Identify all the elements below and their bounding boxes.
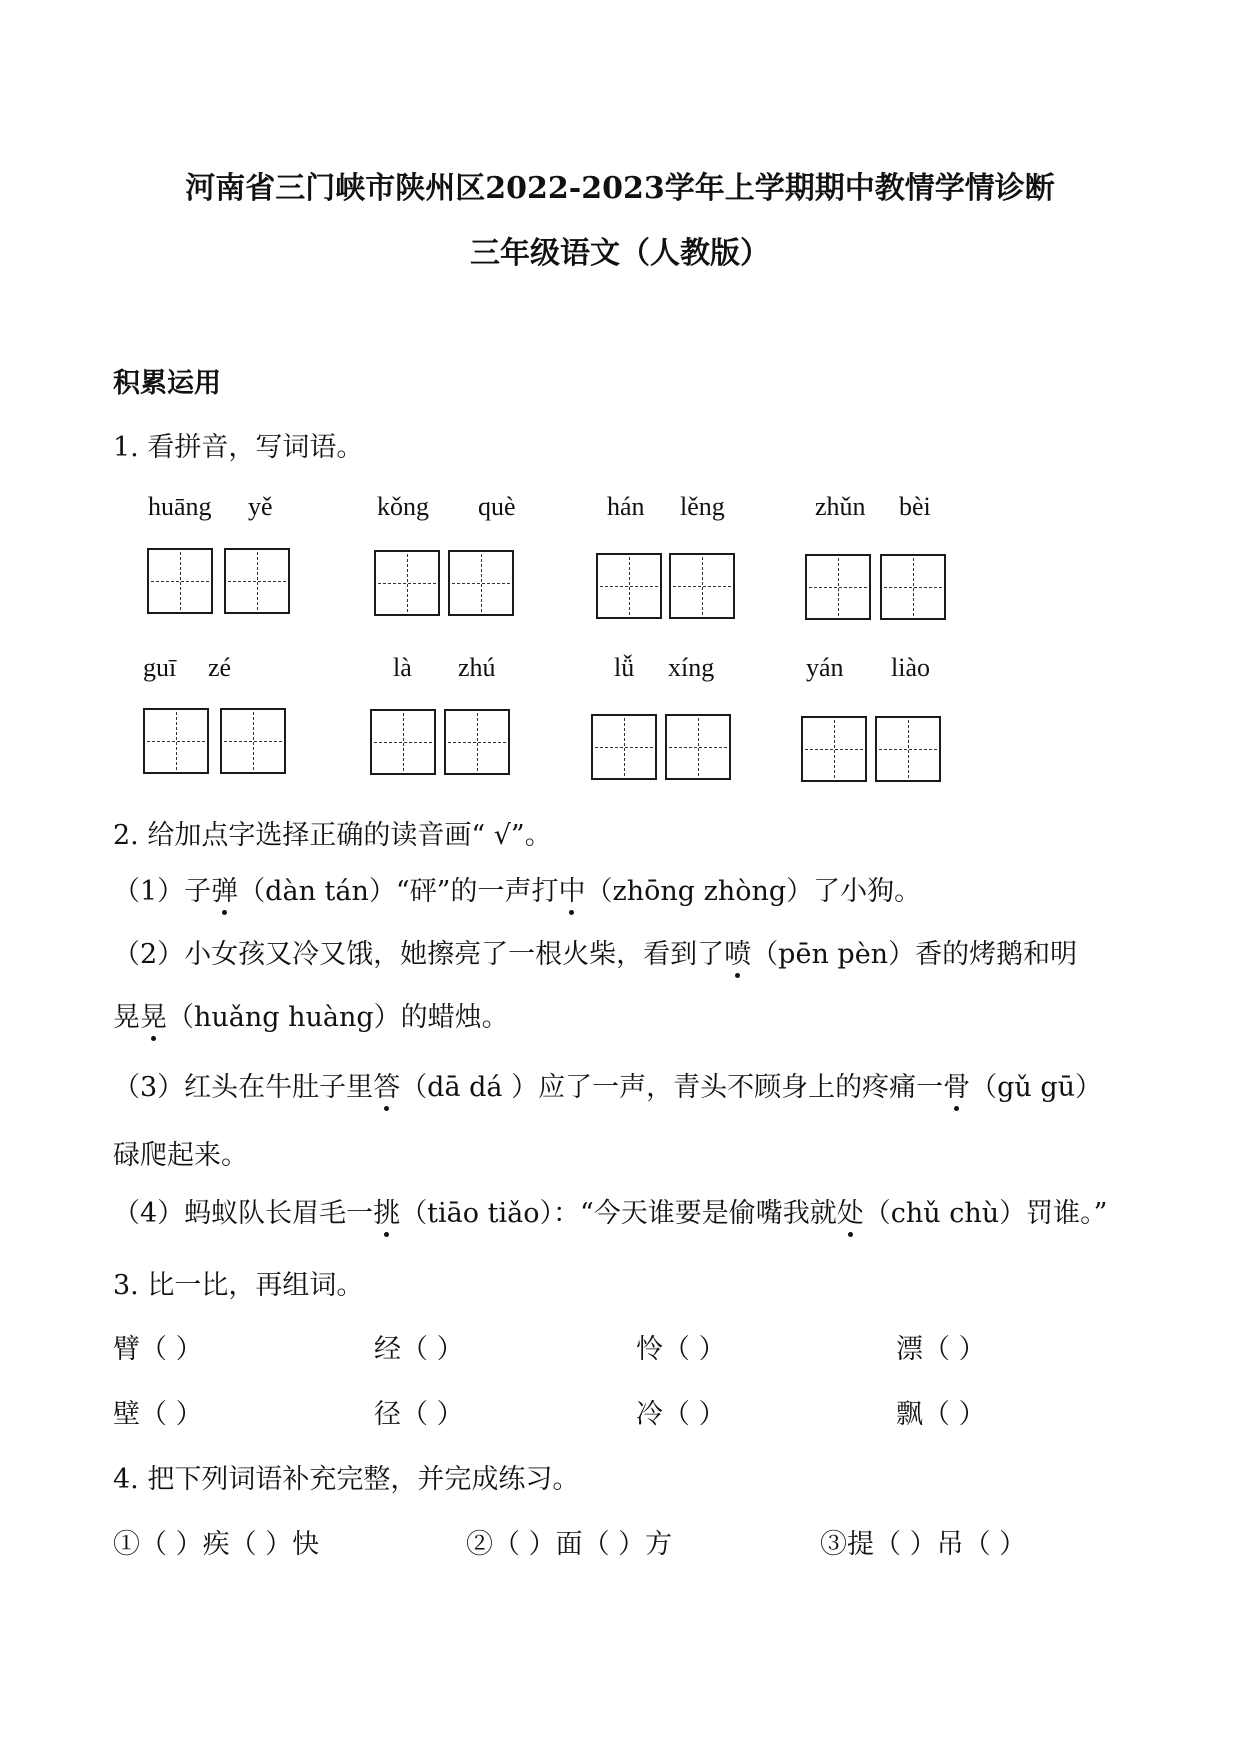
pinyin: yán — [806, 653, 844, 682]
section-heading: 积累运用 — [113, 368, 221, 399]
pinyin: huāng — [148, 492, 212, 521]
sentence-text: （2）小女孩又冷又饿，她擦亮了一根火柴，看到了 — [113, 939, 725, 970]
dotted-character: 答 — [373, 1065, 400, 1104]
sentence-text[interactable]: （tiāo tiǎo）：“今天谁要是偷嘴我就 — [400, 1198, 837, 1229]
dotted-character: 中 — [558, 869, 585, 908]
document-title: 河南省三门峡市陕州区2022-2023学年上学期期中教情学情诊断 — [185, 171, 1055, 206]
writing-box[interactable] — [591, 714, 657, 780]
sentence-text: （4）蚂蚁队长眉毛一 — [113, 1198, 374, 1229]
idiom-blank[interactable]: ②（ ）面（ ）方 — [466, 1529, 673, 1560]
pinyin: zhú — [458, 653, 496, 682]
dotted-character: 挑 — [373, 1191, 400, 1230]
writing-box[interactable] — [224, 548, 290, 614]
sentence-text[interactable]: （dā dá ）应了一声，青头不顾身上的疼痛一 — [400, 1072, 944, 1103]
dotted-character: 弹 — [211, 869, 238, 908]
pinyin: zhǔn — [815, 492, 866, 521]
word-pair-blank[interactable]: 壁（ ） — [113, 1399, 203, 1430]
question-2-item-3-continued: 碌爬起来。 — [113, 1140, 248, 1171]
question-3-prompt: 3. 比一比，再组词。 — [113, 1270, 364, 1301]
writing-box[interactable] — [805, 554, 871, 620]
question-2-item-2 — [113, 932, 1077, 971]
pinyin: kǒng — [377, 492, 429, 521]
question-4-prompt: 4. 把下列词语补充完整，并完成练习。 — [113, 1464, 580, 1495]
writing-box[interactable] — [596, 553, 662, 619]
writing-box[interactable] — [444, 709, 510, 775]
word-pair-blank[interactable]: 经（ ） — [374, 1334, 464, 1365]
writing-box[interactable] — [370, 709, 436, 775]
sentence-text[interactable]: （chǔ chù）罚谁。” — [863, 1198, 1108, 1229]
idiom-blank[interactable]: ③提（ ）吊（ ） — [820, 1529, 1027, 1560]
pinyin: xíng — [668, 653, 715, 682]
writing-box[interactable] — [880, 554, 946, 620]
writing-box[interactable] — [147, 548, 213, 614]
word-pair-blank[interactable]: 径（ ） — [374, 1399, 464, 1430]
sentence-text: （3）红头在牛肚子里 — [113, 1072, 374, 1103]
question-2-item-4 — [113, 1191, 1107, 1230]
sentence-text[interactable]: （zhōng zhòng）了小狗。 — [585, 876, 922, 907]
dotted-character: 晃 — [140, 995, 167, 1034]
writing-box[interactable] — [220, 708, 286, 774]
question-2-prompt: 2. 给加点字选择正确的读音画“ √”。 — [113, 820, 552, 851]
writing-box[interactable] — [875, 716, 941, 782]
question-2-item-2-continued — [113, 995, 509, 1034]
pinyin: yě — [248, 492, 273, 521]
sentence-text[interactable]: （gǔ gū） — [970, 1072, 1103, 1103]
writing-box[interactable] — [669, 553, 735, 619]
dotted-character: 喷 — [724, 932, 751, 971]
question-1-prompt: 1. 看拼音，写词语。 — [113, 432, 364, 463]
sentence-text: （1）子 — [113, 876, 212, 907]
pinyin: guī — [143, 653, 177, 682]
sentence-text[interactable]: （pēn pèn）香的烤鹅和明 — [751, 939, 1078, 970]
pinyin: lǚ — [614, 653, 635, 682]
idiom-blank[interactable]: ①（ ）疾（ ）快 — [113, 1529, 320, 1560]
pinyin: què — [478, 492, 516, 521]
pinyin: zé — [208, 653, 232, 682]
pinyin: hán — [607, 492, 645, 521]
sentence-text[interactable]: （huǎng huàng）的蜡烛。 — [167, 1002, 509, 1033]
word-pair-blank[interactable]: 冷（ ） — [636, 1399, 726, 1430]
pinyin: là — [393, 653, 412, 682]
writing-box[interactable] — [801, 716, 867, 782]
dotted-character: 骨 — [943, 1065, 970, 1104]
sentence-text[interactable]: （dàn tán）“砰”的一声打 — [238, 876, 559, 907]
word-pair-blank[interactable]: 飘（ ） — [896, 1399, 986, 1430]
sentence-text: 晃 — [113, 1002, 140, 1033]
writing-box[interactable] — [143, 708, 209, 774]
question-2-item-3 — [113, 1065, 1102, 1104]
pinyin: lěng — [680, 492, 725, 521]
writing-box[interactable] — [374, 550, 440, 616]
word-pair-blank[interactable]: 怜（ ） — [636, 1334, 726, 1365]
word-pair-blank[interactable]: 漂（ ） — [896, 1334, 986, 1365]
writing-box[interactable] — [665, 714, 731, 780]
word-pair-blank[interactable]: 臂（ ） — [113, 1334, 203, 1365]
writing-box[interactable] — [448, 550, 514, 616]
dotted-character: 处 — [837, 1191, 864, 1230]
question-2-item-1 — [113, 869, 921, 908]
pinyin: liào — [891, 653, 930, 682]
pinyin: bèi — [899, 492, 931, 521]
document-subtitle: 三年级语文（人教版） — [470, 236, 770, 271]
